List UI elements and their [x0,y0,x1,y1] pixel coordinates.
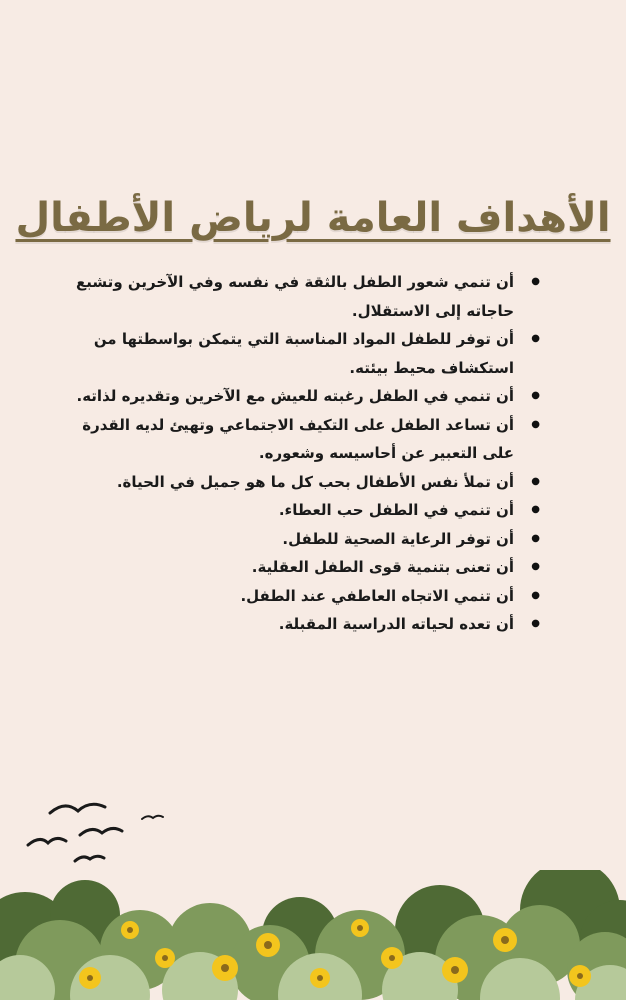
list-item: ● أن تعنى بتنمية قوى الطفل العقلية. [70,553,540,582]
list-item: ● أن توفر الرعاية الصحية للطفل. [70,525,540,554]
goals-list [70,268,540,639]
birds-icon [20,795,170,870]
list-item: ● أن تنمي في الطفل رغبته للعيش مع الآخرين وتقديره لذاته. [70,382,540,411]
list-item: ● أن تملأ نفس الأطفال بحب كل ما هو جميل في الحياة. [70,468,540,497]
list-item: ● أن توفر للطفل المواد المناسبة التي يتمكن بواسطتها من استكشاف محيط بيئته. [70,325,540,382]
list-item: ● أن تنمي شعور الطفل بالثقة في نفسه وفي الآخرين وتشبع حاجاته إلى الاستقلال. [70,268,540,325]
list-item: ● أن تعده لحياته الدراسية المقبلة. [70,610,540,639]
list-item: ● أن تنمي الاتجاه العاطفي عند الطفل. [70,582,540,611]
bushes-flowers-illustration [0,870,626,1000]
list-item: ● أن تساعد الطفل على التكيف الاجتماعي وتهيئ لديه القدرة على التعبير عن أحاسيسه وشعوره. [70,411,540,468]
list-item: ● أن تنمي في الطفل حب العطاء. [70,496,540,525]
page-title: الأهداف العامة لرياض الأطفال [15,194,611,241]
